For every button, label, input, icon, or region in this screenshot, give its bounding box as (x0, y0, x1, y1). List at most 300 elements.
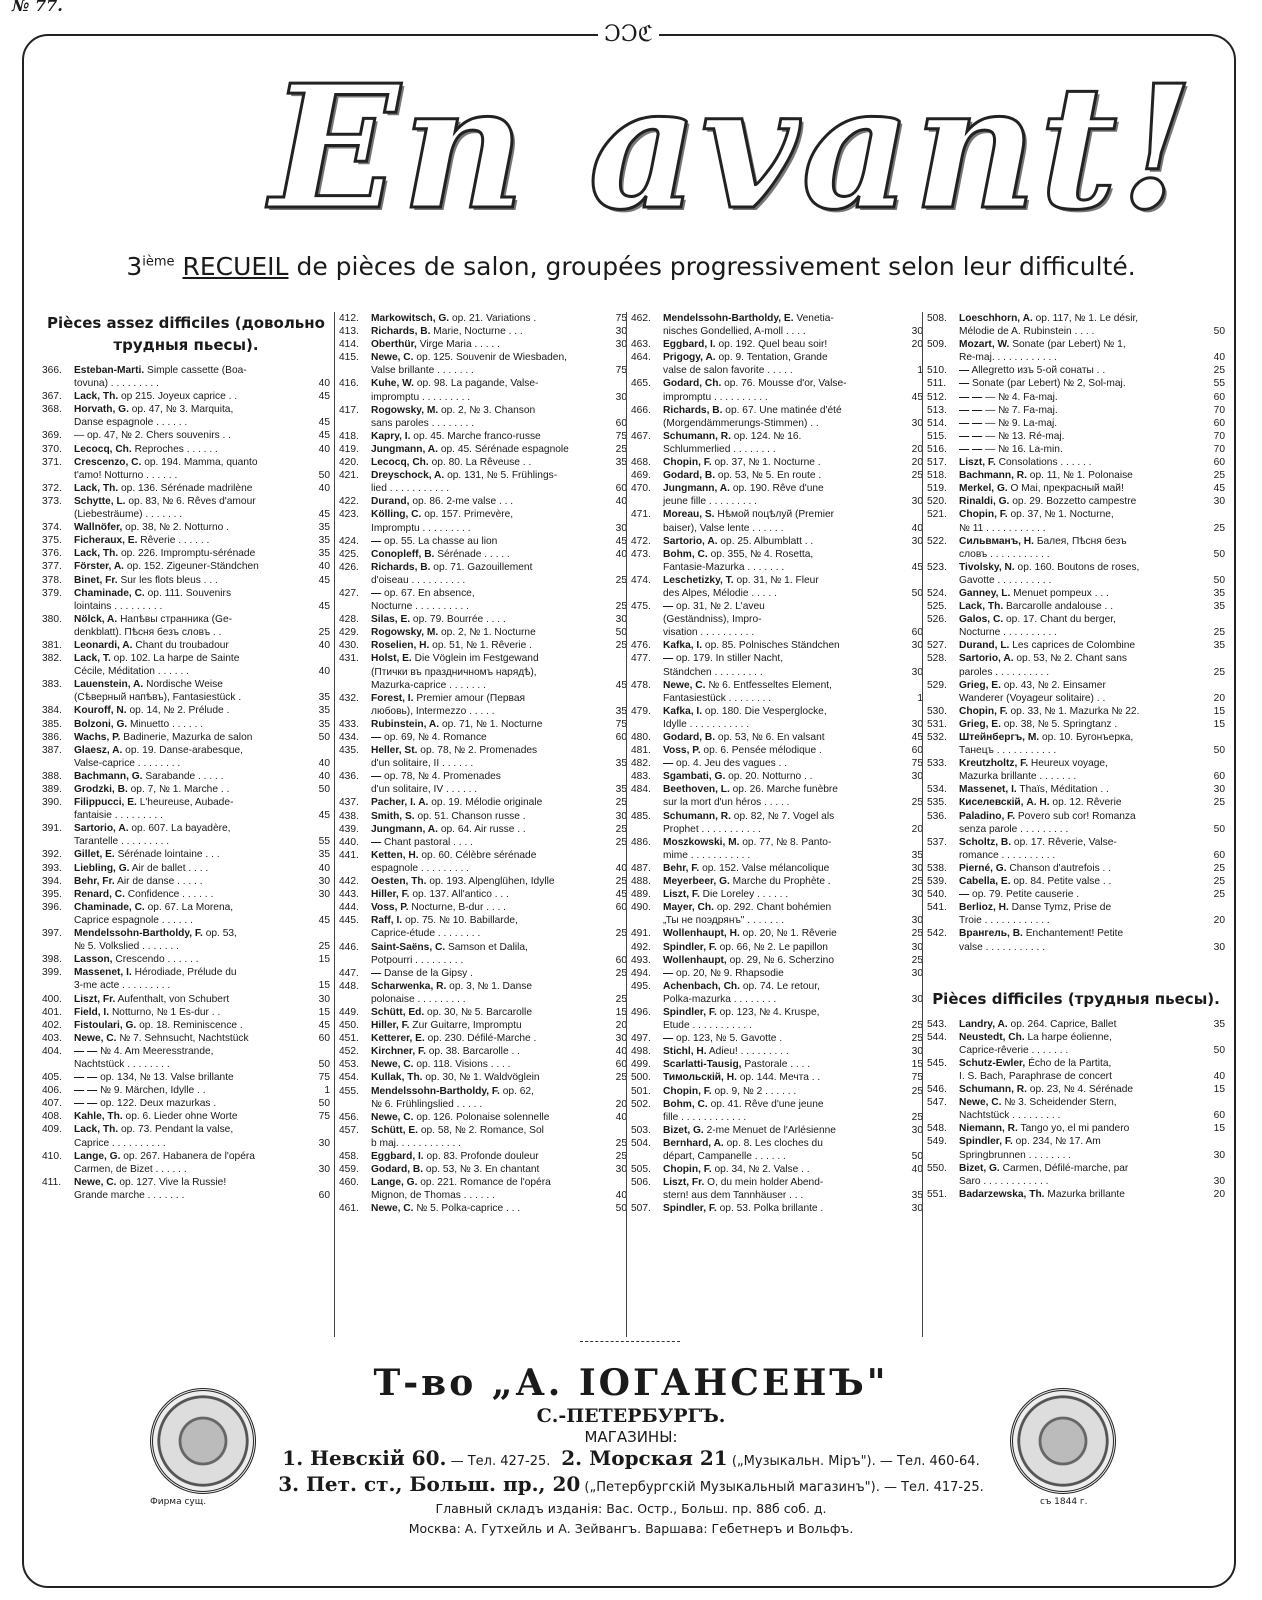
entry-number: 420. (339, 457, 359, 469)
entry-text (371, 1163, 609, 1176)
entry-title: op. 67. En absence, (384, 587, 475, 599)
entry-price: 20 (615, 1098, 627, 1110)
entry-text (959, 666, 1207, 679)
catalog-entry (42, 1032, 330, 1045)
entry-price: 50 (318, 731, 330, 743)
subtitle-sup: ième (142, 254, 175, 270)
entry-title: op. 3, № 1. Danse (449, 980, 533, 992)
entry-price: 25 (615, 967, 627, 979)
entry-number: 460. (339, 1177, 359, 1189)
catalog-entry (42, 1163, 330, 1176)
catalog-entry (42, 783, 330, 796)
entry-composer: Newe, C. (371, 1203, 414, 1215)
entry-composer: Rinaldi, G. (959, 496, 1010, 508)
entry-title: op. 179. In stiller Nacht, (676, 653, 784, 665)
catalog-entry (339, 652, 627, 665)
entry-title: Re-maj. . . . . . . . . . . . (959, 352, 1057, 364)
catalog-entry (631, 1098, 923, 1111)
entry-price: 30 (911, 1046, 923, 1058)
entry-text (959, 823, 1207, 836)
entry-title: — № 9. La-maj. (985, 417, 1058, 429)
entry-text (371, 1124, 609, 1137)
entry-number: 424. (339, 535, 359, 547)
catalog-entry (927, 888, 1225, 901)
entry-price: 25 (911, 928, 923, 940)
entry-composer: Prigogy, A. (663, 352, 716, 364)
entry-text (663, 1137, 905, 1150)
entry-price: 30 (911, 718, 923, 730)
entry-title: op. 53, № 5. En route . (717, 470, 822, 482)
catalog-entry (631, 522, 923, 535)
entry-price: 35 (1213, 587, 1225, 599)
entry-text (371, 757, 609, 770)
entry-title: La harpe éolienne, (1027, 1031, 1112, 1043)
entry-composer: Ganney, L. (959, 587, 1011, 599)
entry-price: 30 (911, 666, 923, 678)
entry-title: op. 85. Polnisches Ständchen (704, 640, 840, 652)
entry-title: op. 80. La Rêveuse . . (431, 457, 532, 469)
entry-title: op. 118. Visions . . . . (416, 1059, 511, 1071)
entry-composer: Massenet, I. (959, 784, 1017, 796)
entry-composer: Filippucci, E. (74, 797, 137, 809)
entry-title: Thaïs, Méditation . . (1019, 784, 1109, 796)
entry-text (663, 901, 905, 914)
entry-number: 441. (339, 849, 359, 861)
entry-composer: Chopin, F. (663, 1164, 712, 1176)
entry-title: op. 20, № 9. Rhapsodie (676, 967, 784, 979)
entry-price: 25 (911, 1085, 923, 1097)
entry-text (663, 849, 905, 862)
entry-composer: Jungmann, A. (663, 483, 730, 495)
catalog-entry (631, 351, 923, 364)
entry-composer: Mendelssohn-Bartholdy, F. (371, 1085, 500, 1097)
entry-composer: Förster, A. (74, 561, 125, 573)
entry-composer: Godard, B. (663, 470, 716, 482)
entry-text (371, 1098, 609, 1111)
entry-price: 25 (911, 797, 923, 809)
catalog-entry (927, 351, 1225, 364)
catalog-entry (339, 469, 627, 482)
entry-text (371, 705, 609, 718)
catalog-entry (339, 888, 627, 901)
entry-text (371, 417, 609, 430)
entry-title: Air de ballet . . . . (131, 862, 209, 874)
entry-text (371, 430, 609, 443)
entry-number: 440. (339, 836, 359, 848)
entry-title: polonaise . . . . . . . . . (371, 993, 466, 1005)
entry-composer: Wollenhaupt, H. (663, 928, 740, 940)
entry-number: 544. (927, 1031, 947, 1043)
entry-composer: Киселевскій, А. Н. (959, 797, 1050, 809)
entry-title: espagnole . . . . . . . . . (371, 862, 469, 874)
entry-composer: Dreyschock, A. (371, 470, 445, 482)
catalog-entry (631, 901, 923, 914)
catalog-entry (42, 822, 330, 835)
entry-title: Notturno, № 1 Es-dur . . (111, 1006, 221, 1018)
entry-text (74, 587, 312, 600)
entry-composer: Richards, B. (371, 326, 431, 338)
catalog-entry (339, 522, 627, 535)
entry-title: O Mai, прекрасный май! (1010, 483, 1124, 495)
catalog-entry (927, 325, 1225, 338)
entry-text (663, 666, 905, 679)
entry-price: 35 (1213, 601, 1225, 613)
entry-composer: Kouroff, N. (74, 705, 127, 717)
entry-title: op. 234, № 17. Am (1015, 1136, 1101, 1148)
entry-number: 371. (42, 456, 62, 468)
entry-number: 375. (42, 535, 62, 547)
entry-composer: Renard, C. (74, 888, 125, 900)
entry-title: d'un solitaire, II . . . . . . (371, 758, 474, 770)
entry-text (371, 639, 609, 652)
catalog-entry (927, 561, 1225, 574)
entry-text (74, 718, 312, 731)
entry-number: 405. (42, 1072, 62, 1084)
entry-composer: Forest, I. (371, 692, 414, 704)
entry-composer: Newe, C. (371, 1059, 414, 1071)
entry-title: op. 31, № 2. L'aveu (676, 601, 765, 613)
entry-number: 494. (631, 967, 651, 979)
entry-price: 1 (917, 692, 923, 704)
entry-composer: Leonardi, A. (74, 639, 133, 651)
entry-composer: Ketten, H. (371, 849, 419, 861)
entry-text (74, 1019, 312, 1032)
entry-text (663, 561, 905, 574)
section-heading-easy: Pièces assez difficiles (довольно трудныя пьесы). (47, 314, 325, 354)
entry-price: 30 (911, 1203, 923, 1215)
entry-price: 25 (1213, 797, 1225, 809)
entry-text (371, 692, 609, 705)
entry-composer: Heller, St. (371, 745, 418, 757)
entry-price: 75 (911, 1072, 923, 1084)
entry-number: 428. (339, 614, 359, 626)
entry-text (371, 495, 609, 508)
entry-text (74, 626, 312, 639)
entry-title: op. 2, № 3. Chanson (441, 404, 536, 416)
catalog-entry (339, 1006, 627, 1019)
entry-list (631, 312, 923, 1215)
catalog-entry (927, 522, 1225, 535)
entry-number: 455. (339, 1085, 359, 1097)
entry-title: op. 73. Pendant la valse, (121, 1124, 234, 1136)
entry-text (959, 338, 1207, 351)
entry-number: 496. (631, 1006, 651, 1018)
entry-number: 475. (631, 601, 651, 613)
entry-title: op. 125. Souvenir de Wiesbaden, (416, 352, 567, 364)
entry-title: op. 21. Variations . (451, 313, 537, 324)
entry-price: 20 (615, 1020, 627, 1032)
entry-text (663, 823, 905, 836)
entry-number: 478. (631, 679, 651, 691)
entry-price: 25 (615, 876, 627, 888)
entry-text (371, 351, 609, 364)
entry-composer: Hiller, F. (371, 889, 410, 901)
entry-composer: Massenet, I. (74, 967, 132, 979)
entry-number: 549. (927, 1136, 947, 1148)
entry-composer: Durand, (371, 496, 410, 508)
entry-composer: Spindler, F. (663, 941, 717, 953)
entry-composer: Newe, C. (74, 1032, 117, 1044)
catalog-entry (631, 914, 923, 927)
catalog-entry (42, 665, 330, 678)
catalog-entry (631, 1111, 923, 1124)
entry-text (74, 390, 312, 403)
catalog-column-3 (626, 312, 923, 1337)
entry-title: — № 4. Fa-maj. (985, 391, 1058, 403)
catalog-entry (339, 600, 627, 613)
entry-price: 60 (615, 417, 627, 429)
entry-text (371, 836, 609, 849)
catalog-entry (339, 1137, 627, 1150)
entry-composer: Spindler, F. (663, 1006, 717, 1018)
entry-text (74, 993, 312, 1006)
entry-title: op. 38, № 2. Notturno . (125, 522, 229, 534)
entry-number: 404. (42, 1045, 62, 1057)
entry-composer: Oesten, Th. (371, 876, 427, 888)
catalog-entry (339, 836, 627, 849)
entry-composer: Pierné, G. (959, 862, 1007, 874)
catalog-entry (631, 1124, 923, 1137)
entry-text (959, 1109, 1207, 1122)
catalog-entry (339, 757, 627, 770)
entry-text (371, 364, 609, 377)
catalog-entry (42, 796, 330, 809)
catalog-entry (339, 338, 627, 351)
catalog-entry (631, 652, 923, 665)
entry-composer: Voss, P. (371, 902, 409, 914)
catalog-entry (42, 953, 330, 966)
catalog-entry (42, 547, 330, 560)
entry-number: 400. (42, 993, 62, 1005)
entry-composer: Newe, C. (959, 1097, 1002, 1109)
entry-title: op. 123, № 4. Kruspe, (719, 1006, 820, 1018)
catalog-entry (339, 914, 627, 927)
entry-number: 520. (927, 496, 947, 508)
entry-price: 25 (1213, 522, 1225, 534)
catalog-entry (927, 862, 1225, 875)
entry-number: 513. (927, 404, 947, 416)
entry-price: 45 (911, 561, 923, 573)
entry-text (371, 927, 609, 940)
entry-title: stern! aus dem Tannhäuser . . . (663, 1190, 804, 1202)
entry-composer: Silas, E. (371, 614, 411, 626)
entry-text (74, 927, 312, 940)
catalog-entry (927, 456, 1225, 469)
catalog-entry (42, 1071, 330, 1084)
entry-title: jeune fille . . . . . . . . . (663, 496, 757, 508)
catalog-entry (631, 744, 923, 757)
entry-price: 50 (1213, 326, 1225, 338)
entry-composer: Kuhe, W. (371, 378, 415, 390)
entry-price: 20 (911, 339, 923, 351)
entry-text (959, 849, 1207, 862)
entry-text (74, 456, 312, 469)
entry-title: départ, Campanelle . . . . . . (663, 1151, 786, 1162)
entry-text (74, 1150, 312, 1163)
catalog-entry (42, 979, 330, 992)
catalog-entry (42, 848, 330, 861)
entry-text (74, 1097, 312, 1110)
entry-number: 506. (631, 1177, 651, 1189)
entry-title: op. 76. Mousse d'or, Valse- (724, 378, 847, 390)
entry-text (959, 718, 1207, 731)
publisher-name: Т-во „А. ІОГАНСЕНЪ" (373, 1362, 889, 1404)
entry-composer: Kullak, Th. (371, 1072, 423, 1084)
entry-title: Nachtstück . . . . . . . . . (959, 1110, 1061, 1122)
entry-price: 60 (615, 483, 627, 495)
entry-text (663, 718, 905, 731)
entry-text (663, 967, 905, 980)
entry-title: Балея, Пѣсня безъ (1036, 535, 1127, 547)
catalog-entry (927, 1031, 1225, 1044)
entry-composer: Ficheraux, E. (74, 535, 138, 547)
entry-title: op. 53. Polka brillante . (719, 1203, 824, 1215)
catalog-entry (631, 888, 923, 901)
entry-number: 504. (631, 1137, 651, 1149)
entry-title: op. 19. Mélodie originale (431, 797, 543, 809)
entry-text (371, 587, 609, 600)
entry-price: 25 (911, 876, 923, 888)
entry-number: 536. (927, 810, 947, 822)
entry-price: 50 (911, 587, 923, 599)
entry-title: op. 79. Bourrée . . . . (412, 614, 506, 626)
entry-text (959, 587, 1207, 600)
entry-composer: — — (959, 430, 983, 442)
catalog-entry (927, 783, 1225, 796)
entry-title: op. 134, № 13. Valse brillante (100, 1072, 234, 1084)
entry-price: 25 (615, 1151, 627, 1162)
entry-title: op. 60. Célèbre sérénade (421, 849, 537, 861)
entry-number: 367. (42, 391, 62, 403)
entry-composer: Pacher, I. A. (371, 797, 429, 809)
shop-line-2 (236, 1473, 1026, 1499)
entry-text (663, 417, 905, 430)
entry-text (371, 1032, 609, 1045)
catalog-entry (339, 561, 627, 574)
entry-title: op. 53, № 3. En chantant (425, 1164, 540, 1176)
entry-text (663, 1189, 905, 1202)
catalog-entry (927, 692, 1225, 705)
entry-price: 75 (318, 1072, 330, 1084)
entry-title: op. 6. Pensée mélodique . (703, 745, 822, 757)
entry-number: 398. (42, 954, 62, 966)
entry-price: 25 (615, 640, 627, 652)
catalog-entry (339, 692, 627, 705)
entry-composer: Rogowsky, M. (371, 404, 439, 416)
entry-number: 390. (42, 797, 62, 809)
entry-text (74, 534, 312, 547)
entry-number: 476. (631, 640, 651, 652)
entry-number: 454. (339, 1072, 359, 1084)
catalog-entry (927, 574, 1225, 587)
entry-number: 443. (339, 889, 359, 901)
entry-title: — № 13. Ré-maj. (985, 430, 1065, 442)
entry-price: 30 (911, 771, 923, 783)
entry-text (74, 495, 312, 508)
entry-number: 516. (927, 443, 947, 455)
entry-title: № 7. Sehnsucht, Nachtstück (119, 1032, 249, 1044)
entry-number: 423. (339, 509, 359, 521)
entry-title: Samson et Dalila, (448, 941, 528, 953)
entry-title: Allegretto изъ 5-ой сонаты . . (971, 365, 1106, 377)
entry-title: (Liebesträume) . . . . . . . (74, 509, 183, 521)
entry-composer: Jungmann, A. (371, 443, 438, 455)
catalog-entry (631, 993, 923, 1006)
catalog-entry (631, 770, 923, 783)
catalog-entry (42, 469, 330, 482)
entry-number: 459. (339, 1164, 359, 1176)
entry-title: op. 26. Marche funèbre (732, 784, 838, 796)
entry-title: visation . . . . . . . . . . (663, 627, 755, 639)
entry-text (663, 652, 905, 665)
entry-title: op. 7, № 1. Marche . . (130, 784, 230, 795)
entry-composer: Bohm, C. (663, 548, 708, 560)
entry-text (74, 704, 312, 717)
entry-text (74, 1123, 312, 1136)
entry-price: 40 (318, 770, 330, 782)
entry-text (74, 1189, 312, 1202)
catalog-entry (339, 456, 627, 469)
entry-price: 40 (318, 378, 330, 390)
entry-composer: Тимольскій, Н. (663, 1072, 737, 1084)
entry-number: 514. (927, 417, 947, 429)
entry-number: 447. (339, 967, 359, 979)
entry-text (371, 849, 609, 862)
entry-price: 60 (1213, 457, 1225, 469)
entry-title: op. 29. Bozzetto campestre (1012, 496, 1137, 508)
entry-number: 407. (42, 1098, 62, 1110)
entry-composer: Saint-Saëns, C. (371, 941, 446, 953)
entry-price: 60 (1213, 1110, 1225, 1122)
entry-price: 15 (615, 1006, 627, 1018)
entry-number: 414. (339, 339, 359, 351)
entry-text (959, 1044, 1207, 1057)
entry-price: 35 (318, 522, 330, 534)
entry-text (74, 770, 312, 783)
entry-price: 15 (318, 980, 330, 992)
entry-title: op. 9. Tentation, Grande (718, 352, 828, 364)
entry-title: op. 131, № 5. Frühlings- (447, 470, 558, 482)
entry-number: 393. (42, 862, 62, 874)
entry-text (663, 312, 905, 325)
entry-number: 422. (339, 496, 359, 508)
catalog-entry (631, 377, 923, 390)
entry-title: Marie, Nocturne . . . (433, 326, 523, 338)
entry-composer: Lack, T. (74, 653, 111, 665)
entry-number: 481. (631, 745, 651, 757)
entry-price: 20 (911, 443, 923, 455)
entry-text (959, 626, 1207, 639)
entry-number: 519. (927, 483, 947, 495)
entry-number: 451. (339, 1033, 359, 1045)
entry-composer: Chopin, F. (959, 705, 1008, 717)
entry-title: словъ . . . . . . . . . . . (959, 548, 1050, 560)
entry-number: 539. (927, 876, 947, 888)
entry-number: 505. (631, 1164, 651, 1176)
entry-title: op. 53, № 2. Chant sans (1016, 653, 1127, 665)
entry-number: 401. (42, 1006, 62, 1018)
catalog-entry (631, 508, 923, 521)
entry-title: op. 6. Lieder ohne Worte (125, 1111, 238, 1123)
catalog-entry (339, 718, 627, 731)
entry-title: Heureux voyage, (1030, 758, 1108, 770)
entry-text (959, 744, 1207, 757)
entry-title: Troie . . . . . . . . . . . . (959, 915, 1050, 927)
entry-composer: Berlioz, H. (959, 902, 1009, 914)
entry-number: 453. (339, 1059, 359, 1071)
entry-composer: Rogowsky, M. (371, 627, 439, 639)
entry-text (959, 914, 1207, 927)
